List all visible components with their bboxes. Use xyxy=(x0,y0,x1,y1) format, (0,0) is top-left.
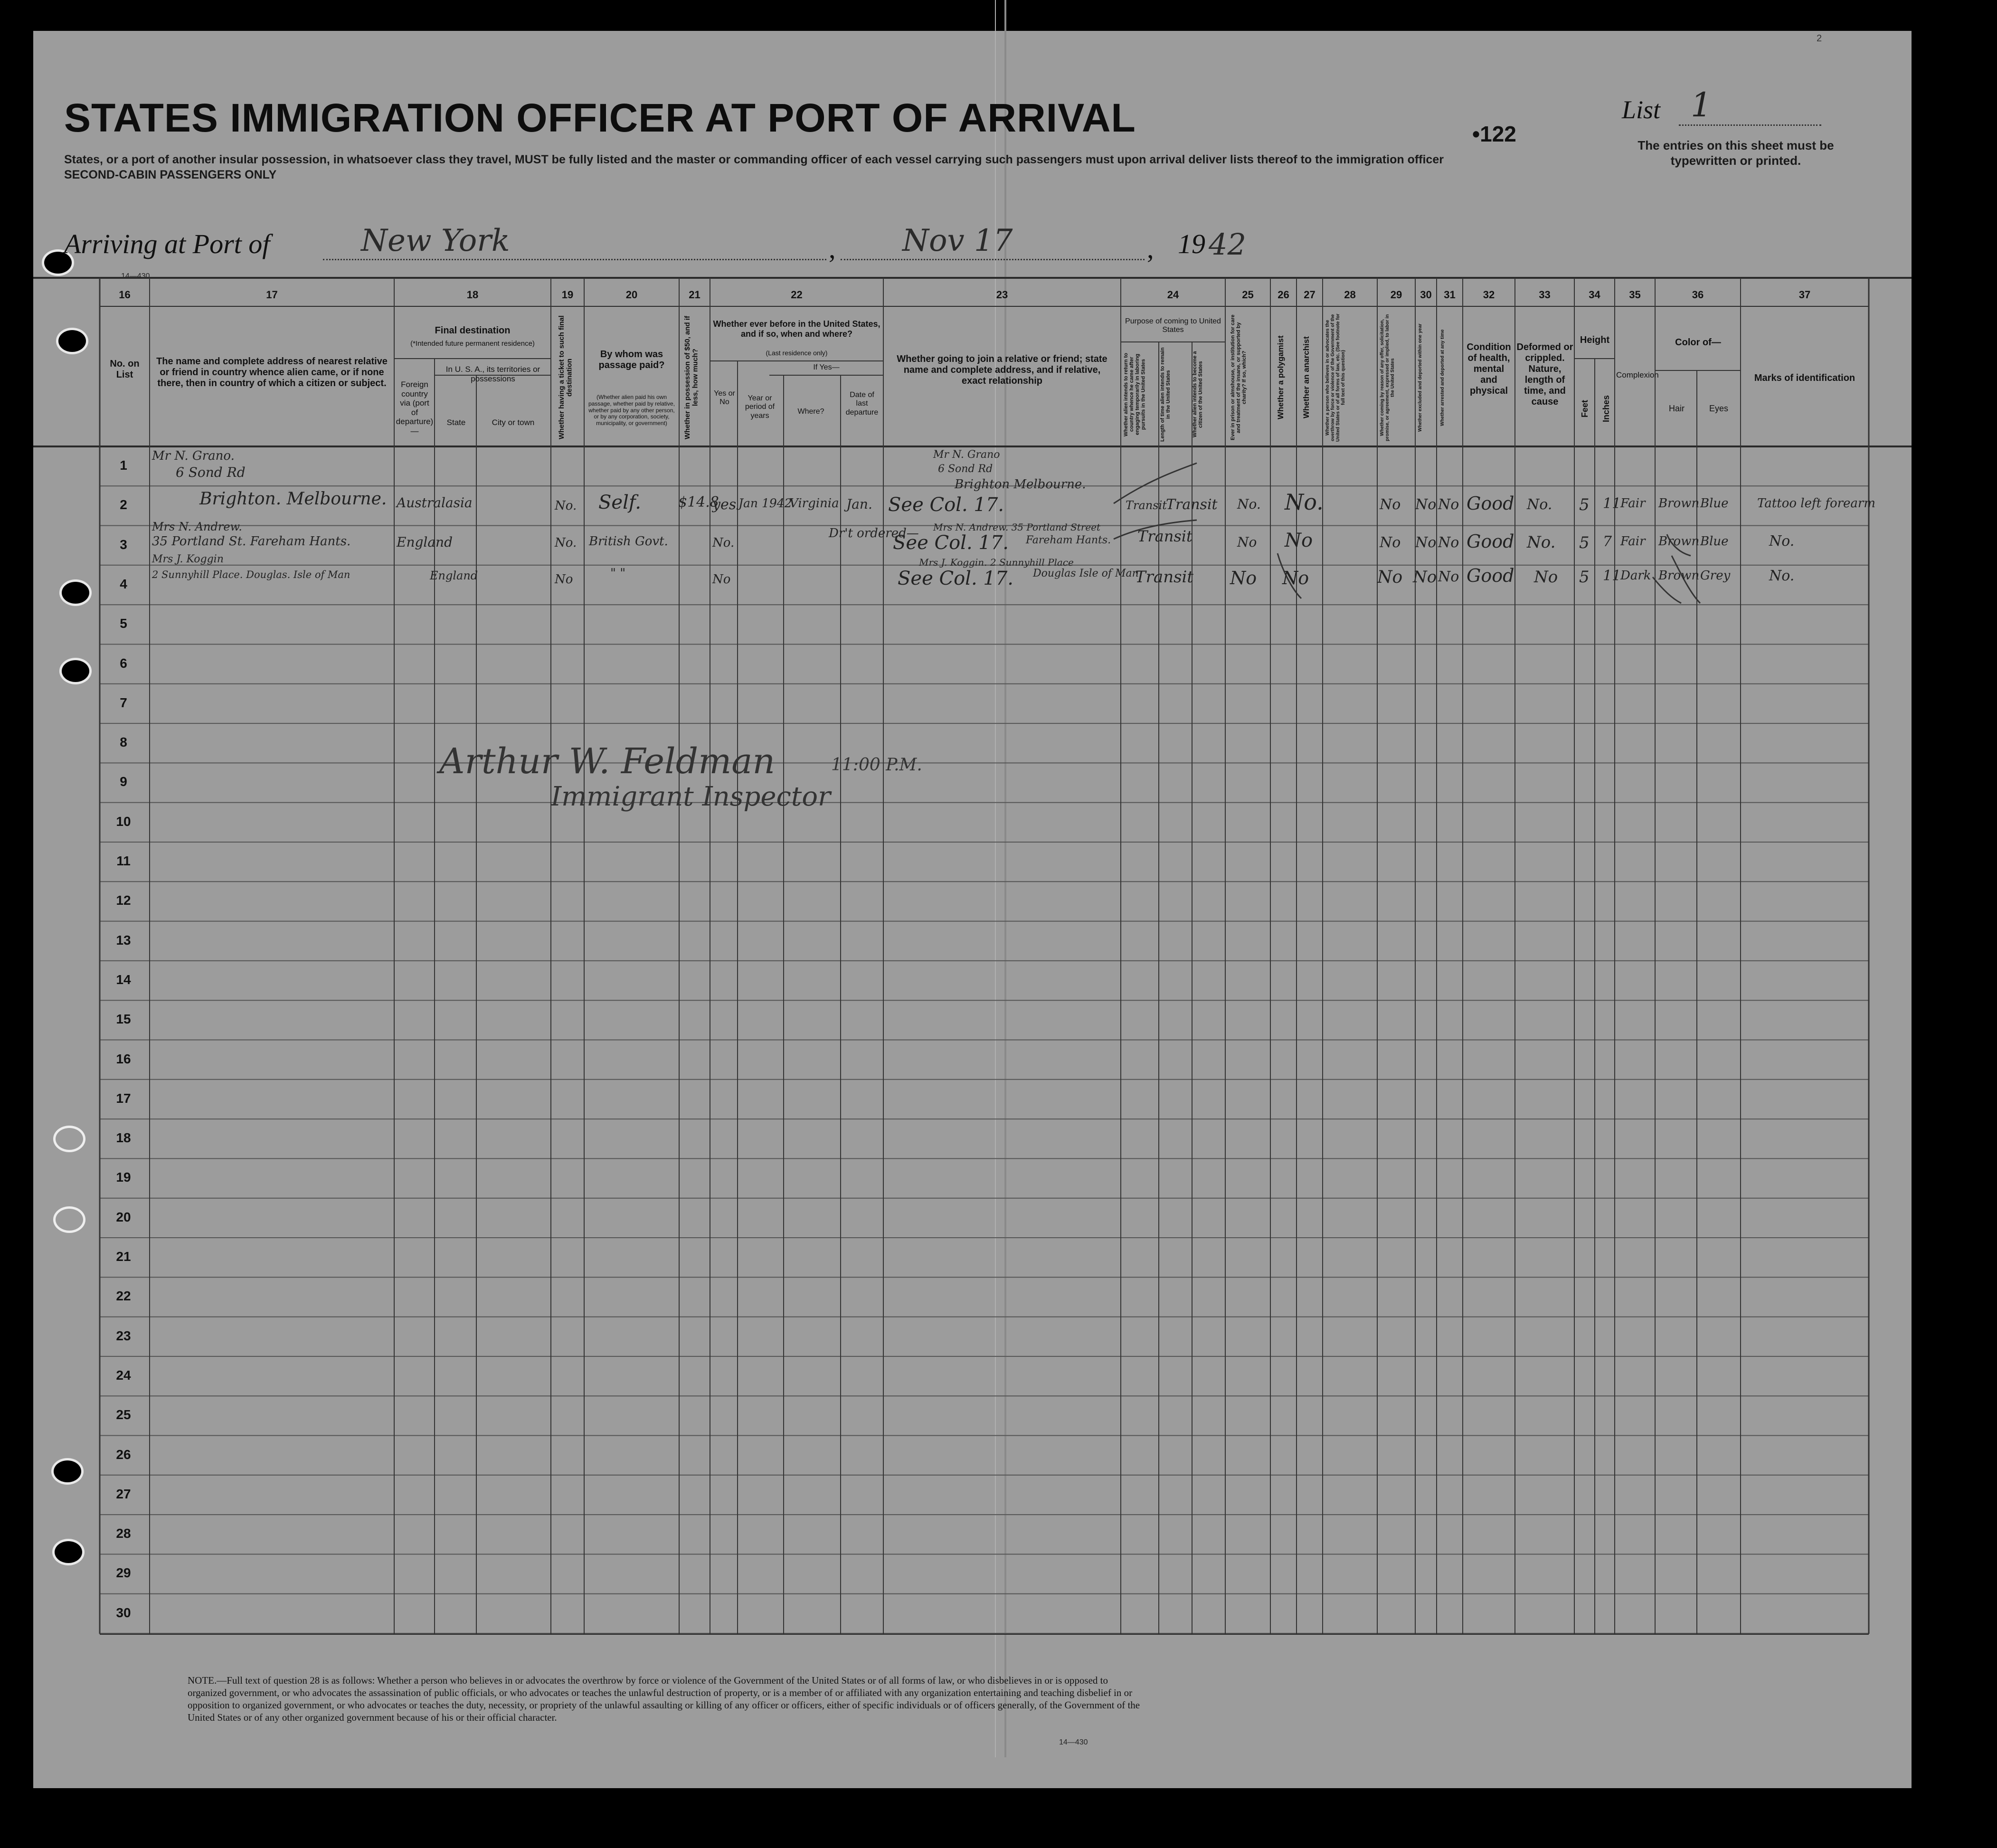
hdr-anarchist: Whether an anarchist xyxy=(1302,336,1311,419)
row1-health: Good xyxy=(1467,493,1514,514)
row1-year: Jan 1942 xyxy=(738,496,792,510)
row3-q28: No xyxy=(1377,568,1403,587)
row2-eyes: Blue xyxy=(1700,534,1729,549)
year-prefix: 19 xyxy=(1178,228,1205,259)
row-number: 8 xyxy=(120,735,127,750)
colnum-23: 23 xyxy=(996,289,1008,301)
page-title: STATES IMMIGRATION OFFICER AT PORT OF ARRIVAL xyxy=(64,95,1136,140)
row-number: 24 xyxy=(116,1367,131,1383)
row2-marks: No. xyxy=(1769,533,1795,550)
row3-before: No xyxy=(712,572,731,587)
list-value: 1 xyxy=(1691,85,1712,124)
row1-intends-return: Transit xyxy=(1126,499,1167,512)
row1-complexion: Fair xyxy=(1620,496,1646,511)
row1-paid: Self. xyxy=(598,492,641,513)
row3-eyes: Grey xyxy=(1700,569,1731,583)
row1-marks: Tattoo left forearm xyxy=(1757,496,1876,511)
colnum-34: 34 xyxy=(1589,289,1600,301)
hdr-before-in-us: Whether ever before in the United States, and if so, when and where? xyxy=(713,319,880,339)
row2-col22-extra: Dr't ordered— xyxy=(829,526,919,540)
row1-relative-line3: Brighton. Melbourne. xyxy=(199,489,387,509)
row1-relative-line2: 6 Sond Rd xyxy=(176,464,246,480)
date-value: Nov 17 xyxy=(902,223,1013,258)
row1-deformed: No. xyxy=(1527,496,1552,513)
hdr-polygamist: Whether a polygamist xyxy=(1276,335,1285,420)
hdr-year-period: Year or period of years xyxy=(745,394,775,420)
row-number: 29 xyxy=(116,1565,131,1581)
row1-feet: 5 xyxy=(1579,495,1590,514)
comma: , xyxy=(1147,233,1154,264)
row-number: 2 xyxy=(120,497,127,512)
row2-inches: 7 xyxy=(1603,533,1612,550)
colnum-20: 20 xyxy=(625,289,638,301)
hdr-ticket: Whether having a ticket to such final destination xyxy=(558,315,574,440)
inspector-time: 11:00 P.M. xyxy=(831,755,922,775)
colnum-24: 24 xyxy=(1167,289,1179,301)
hdr-marks: Marks of identification xyxy=(1754,373,1855,383)
row-number: 15 xyxy=(116,1012,131,1027)
row1-money: $14.8 xyxy=(678,494,719,511)
row-number: 21 xyxy=(116,1249,131,1264)
row-number: 22 xyxy=(116,1289,131,1304)
row1-join-line1: Mr N. Grano xyxy=(933,449,1000,461)
subhead-line1: States, or a port of another insular possession, in whatsoever class they travel, MUST be fully listed and the master or commanding officer of each vessel carrying such passengers must upon arrival deliver lists thereof to the immigration officer xyxy=(64,153,1444,166)
colnum-18: 18 xyxy=(466,289,479,301)
colnum-28: 28 xyxy=(1344,289,1356,301)
row3-deformed: No xyxy=(1534,568,1558,587)
hdr-last-residence: (Last residence only) xyxy=(766,349,828,357)
row2-join-main: See Col. 17. xyxy=(893,532,1009,554)
row2-hair: Brown xyxy=(1658,534,1700,549)
row3-prison: No xyxy=(1230,568,1257,588)
entries-note: The entries on this sheet must be typewritten or printed. xyxy=(1637,138,1834,168)
row3-join-line3: Douglas Isle of Man xyxy=(1033,568,1139,579)
corner-mark: 2 xyxy=(1817,33,1822,44)
row2-foreign: England xyxy=(397,534,453,550)
row-number: 27 xyxy=(116,1486,131,1501)
hdr-relative: The name and complete address of nearest relative or friend in country whence alien came, or if none there, then in country of which a citizen or subject. xyxy=(156,356,388,389)
hdr-health: Condition of health, mental and physical xyxy=(1467,342,1511,396)
row-number: 7 xyxy=(120,695,127,710)
hdr-q28: Whether a person who believes in or advocates the overthrow by force or violence of the Government of the United States or of all forms of law, etc. (See footnote for full text of this question) xyxy=(1325,313,1346,442)
row2-prison: No xyxy=(1237,534,1257,550)
row-number: 20 xyxy=(116,1209,131,1224)
row3-paid: " " xyxy=(610,566,626,580)
row3-q30: No xyxy=(1438,569,1459,585)
arriving-label: Arriving at Port of xyxy=(64,228,270,259)
hdr-no-on-list: No. on List xyxy=(110,359,140,380)
row-number: 18 xyxy=(116,1130,131,1146)
row2-q28: No xyxy=(1380,534,1401,551)
row3-join-line1: Mrs J. Koggin. 2 Sunnyhill Place xyxy=(919,557,1074,568)
page-number: •122 xyxy=(1472,122,1516,146)
subhead-line2: SECOND-CABIN PASSENGERS ONLY xyxy=(64,168,277,181)
year-value: 42 xyxy=(1209,227,1246,262)
row-number: 16 xyxy=(116,1051,131,1066)
colnum-19: 19 xyxy=(561,289,574,301)
row1-q30: No xyxy=(1438,496,1459,513)
hdr-final-destination: Final destination xyxy=(435,325,511,336)
hdr-by-whom: By whom was passage paid? xyxy=(598,349,665,370)
hdr-in-usa: In U. S. A., its territories or possessions xyxy=(445,365,540,383)
row1-eyes: Blue xyxy=(1700,496,1729,511)
row3-ticket: No xyxy=(555,572,573,587)
row1-join-main: See Col. 17. xyxy=(888,494,1004,516)
colnum-16: 16 xyxy=(119,289,131,301)
row-number: 26 xyxy=(116,1447,131,1462)
row2-complexion: Fair xyxy=(1620,534,1646,549)
hdr-eyes: Eyes xyxy=(1709,404,1729,413)
row1-q29: No xyxy=(1415,496,1437,513)
hdr-purpose-c: Whether alien intends to become a citizen of the United States xyxy=(1192,351,1204,438)
row2-before: No. xyxy=(712,536,735,550)
row2-ticket: No. xyxy=(555,536,577,550)
colnum-22: 22 xyxy=(791,289,803,301)
row1-ticket: No. xyxy=(555,499,577,513)
row2-relative-line2: 35 Portland St. Fareham Hants. xyxy=(152,534,351,549)
row1-polygamist: No. xyxy=(1285,489,1324,515)
hdr-final-destination-note: (*Intended future permanent residence) xyxy=(410,340,535,348)
row-number: 19 xyxy=(116,1170,131,1185)
hdr-purpose: Purpose of coming to United States xyxy=(1125,317,1221,334)
colnum-35: 35 xyxy=(1629,289,1641,301)
hdr-deformed: Deformed or crippled. Nature, length of time, and cause xyxy=(1516,342,1573,407)
colnum-27: 27 xyxy=(1304,289,1316,301)
list-label: List xyxy=(1622,95,1661,124)
row3-relative-line1: Mrs J. Koggin xyxy=(152,553,224,565)
comma: , xyxy=(829,233,836,264)
hdr-state: State xyxy=(446,418,466,427)
colnum-31: 31 xyxy=(1444,289,1456,301)
row-number: 30 xyxy=(116,1605,131,1620)
row2-length: Transit xyxy=(1137,527,1193,545)
hdr-color-of: Color of— xyxy=(1675,337,1721,348)
inspector-title: Immigrant Inspector xyxy=(551,781,831,812)
colnum-26: 26 xyxy=(1278,289,1289,301)
row-number: 5 xyxy=(120,616,127,631)
row-number: 25 xyxy=(116,1407,131,1422)
row1-where: Virginia xyxy=(789,496,839,511)
row2-feet: 5 xyxy=(1579,533,1590,552)
row1-relative-line1: Mr N. Grano. xyxy=(152,449,235,463)
row-number: 10 xyxy=(116,814,131,829)
row3-foreign: England xyxy=(430,569,478,582)
hdr-date-departure: Date of last departure xyxy=(845,391,879,417)
row1-prison: No. xyxy=(1237,496,1261,512)
row1-length: Transit xyxy=(1166,496,1218,513)
row-number: 3 xyxy=(120,537,127,552)
row1-inches: 11 xyxy=(1603,495,1621,512)
row1-foreign: Australasia xyxy=(397,495,473,511)
row1-departure: Jan. xyxy=(846,496,872,512)
hdr-height: Height xyxy=(1580,335,1610,345)
hdr-foreign-country: Foreign country via (port of departure)— xyxy=(396,380,434,436)
colnum-36: 36 xyxy=(1692,289,1704,301)
row1-q28: No xyxy=(1380,496,1401,513)
row3-complexion: Dark xyxy=(1620,569,1651,583)
row2-relative-line1: Mrs N. Andrew. xyxy=(152,520,242,533)
row3-inches: 11 xyxy=(1603,568,1621,584)
row3-join-main: See Col. 17. xyxy=(898,568,1013,589)
form-number-top: 14—430 xyxy=(121,272,150,280)
row1-join-line3: Brighton Melbourne. xyxy=(955,477,1086,492)
row2-join-line1: Mrs N. Andrew. 35 Portland Street xyxy=(933,521,1101,533)
row2-paid: British Govt. xyxy=(589,534,668,549)
colnum-25: 25 xyxy=(1242,289,1254,301)
row3-intends-return: Transit xyxy=(1135,568,1194,587)
row-number: 1 xyxy=(120,458,127,473)
row-number: 23 xyxy=(116,1328,131,1343)
row3-polygamist: No xyxy=(1282,568,1309,588)
footer-note: NOTE.—Full text of question 28 is as follows: Whether a person who believes in or advocates the overthrow by force or violence of the Government of the United States or of all forms of law, or who disbelieves in or is opposed to organized government, or who advocates the assassination of public officials, or who advocates or teaches the unlawful destruction of property, or is a member of or affiliated with any organization entertaining and teaching disbelief in or opposition to organized government, or who advocates or teaches the duty, necessity, or propriety of the unlawful assaulting or killing of any officer or officers, either of specific individuals or of officers generally, of the Government of the United States or of any other organized government because of his or their official character. xyxy=(188,1675,1140,1723)
hdr-q31: Whether arrested and deported at any time xyxy=(1440,329,1445,426)
row2-q30: No xyxy=(1438,534,1459,551)
row1-before: yes xyxy=(712,496,737,513)
hdr-possession: Whether in possession of $50, and if less, how much? xyxy=(683,315,700,440)
hdr-prison: Ever in prison or almshouse, or institution for care and treatment of the insane, or supported by charity? If so, which? xyxy=(1230,314,1248,441)
colnum-29: 29 xyxy=(1390,289,1402,301)
row-number: 14 xyxy=(116,972,131,987)
row2-health: Good xyxy=(1467,531,1514,552)
hdr-where: Where? xyxy=(797,408,824,416)
hdr-inches: Inches xyxy=(1601,395,1611,422)
form-number-bottom: 14—430 xyxy=(1059,1738,1088,1746)
row2-q29: No xyxy=(1415,534,1437,551)
row3-hair: Brown xyxy=(1658,569,1700,583)
row3-marks: No. xyxy=(1769,568,1795,584)
colnum-17: 17 xyxy=(266,289,278,301)
row1-hair: Brown xyxy=(1658,496,1700,511)
hdr-if-yes: If Yes— xyxy=(813,363,840,371)
row3-feet: 5 xyxy=(1579,568,1590,587)
row3-health: Good xyxy=(1467,565,1514,586)
row3-relative-line2: 2 Sunnyhill Place. Douglas. Isle of Man xyxy=(152,569,350,580)
inspector-signature: Arthur W. Feldman xyxy=(439,741,776,782)
hdr-purpose-b: Length of time alien intends to remain in the United States xyxy=(1160,347,1172,442)
row2-join-line3: Fareham Hants. xyxy=(1026,534,1111,546)
colnum-21: 21 xyxy=(689,289,700,301)
hdr-q29: Whether coming by reason of any offer, solicitation, promise, or agreement, expressed or implied, to labor in the United States xyxy=(1380,314,1395,441)
colnum-37: 37 xyxy=(1798,289,1811,301)
hdr-complexion: Complexion xyxy=(1616,370,1659,379)
row1-join-line2: 6 Sond Rd xyxy=(938,463,993,475)
hdr-hair: Hair xyxy=(1668,404,1685,413)
row-number: 12 xyxy=(116,893,131,908)
row-number: 11 xyxy=(116,853,131,868)
row-number: 9 xyxy=(120,774,127,789)
port-value: New York xyxy=(361,223,510,258)
colnum-32: 32 xyxy=(1483,289,1495,301)
hdr-city: City or town xyxy=(492,418,535,427)
hdr-purpose-a: Whether alien intends to return to country whence he came after engaging temporarily in laboring pursuits in the United States xyxy=(1123,352,1146,436)
hdr-join-relative: Whether going to join a relative or friend; state name and complete address, and if relative, exact relationship xyxy=(897,354,1107,386)
hdr-yes-no: Yes or No xyxy=(714,389,735,407)
row-number: 28 xyxy=(116,1526,131,1541)
row3-q29: No xyxy=(1413,568,1437,587)
row-number: 6 xyxy=(120,655,127,671)
hdr-by-whom-note: (Whether alien paid his own passage, whether paid by relative, whether paid by any other person, or by any corporation, society, municipality, or government) xyxy=(588,394,675,427)
colnum-30: 30 xyxy=(1420,289,1432,301)
row-number: 17 xyxy=(116,1090,131,1106)
hdr-feet: Feet xyxy=(1580,399,1590,417)
colnum-33: 33 xyxy=(1539,289,1551,301)
row2-deformed: No. xyxy=(1527,533,1556,552)
row-number: 13 xyxy=(116,932,131,948)
row-number: 4 xyxy=(120,576,127,591)
row2-polygamist: No xyxy=(1285,530,1313,551)
hdr-q30: Whether excluded and deported within one year xyxy=(1418,323,1423,432)
